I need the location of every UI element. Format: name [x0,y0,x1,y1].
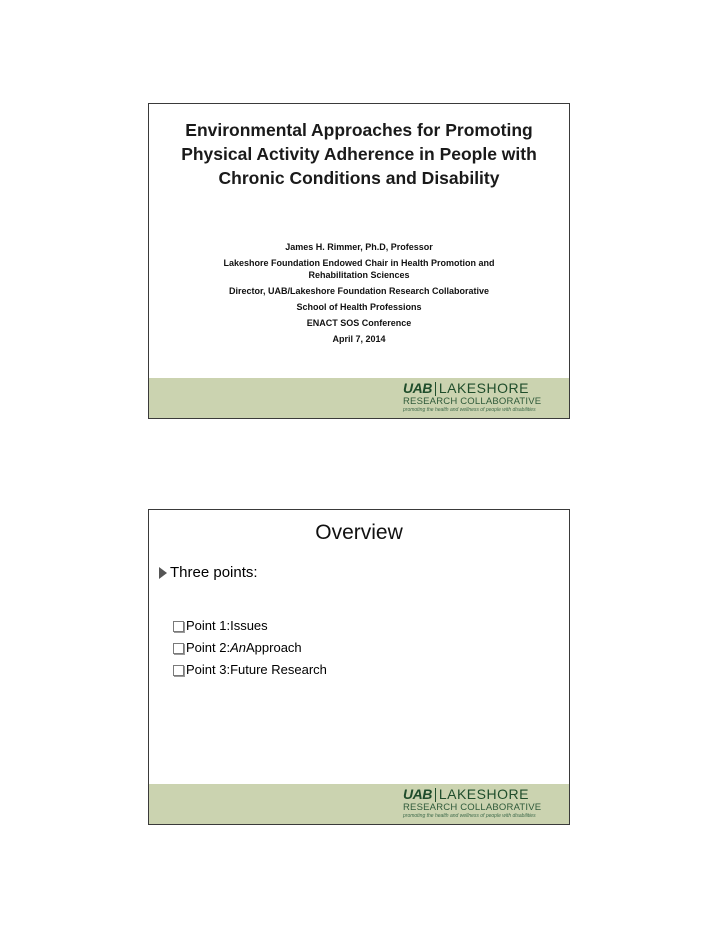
director-line: Director, UAB/Lakeshore Foundation Research Collaborative [228,286,490,296]
checkbox-bullet-icon [173,665,184,676]
point-3-prefix: Point 3: [186,662,231,677]
point-2-prefix: Point 2: [186,640,231,655]
slide-1-title: Environmental Approaches for Promoting Physical Activity Adherence in People with Chronic Conditions and Disability [181,120,537,188]
logo-research: RESEARCH COLLABORATIVE [403,802,542,813]
author-name: James H. Rimmer, Ph.D, Professor [285,242,433,252]
main-bullet-text: Three points: [170,564,258,581]
chair-line-2: Rehabilitation Sciences [308,270,410,280]
slide-2-title: Overview [315,521,403,544]
logo-lakeshore: LAKESHORE [438,786,529,802]
point-2-emph: An [230,640,246,655]
slide-1-footer-band [149,378,569,418]
sub-point-3 [173,659,327,681]
checkbox-bullet-icon [173,643,184,654]
logo-divider [435,788,436,802]
sub-point-2 [173,637,327,659]
chair-line-1: Lakeshore Foundation Endowed Chair in Health Promotion and [223,258,495,268]
logo-tagline: promoting the health and wellness of people with disabilities [403,813,536,819]
point-1-text: Issues [230,618,268,633]
uab-lakeshore-logo [401,380,565,416]
logo-research: RESEARCH COLLABORATIVE [403,396,542,407]
author-block [149,241,569,349]
logo-divider [435,382,436,396]
date-line: April 7, 2014 [332,334,386,344]
logo-lakeshore: LAKESHORE [438,380,529,396]
point-3-text: Future Research [230,662,327,677]
logo-uab: UAB [403,380,432,396]
point-2-text: Approach [246,640,302,655]
school-line: School of Health Professions [296,302,422,312]
uab-lakeshore-logo [401,786,565,822]
conference-line: ENACT SOS Conference [306,318,412,328]
sub-points-list [173,615,327,681]
checkbox-bullet-icon [173,621,184,632]
sub-point-1 [173,615,327,637]
point-1-prefix: Point 1: [186,618,231,633]
slide-2-footer-band [149,784,569,824]
slide-1 [148,103,570,419]
arrow-bullet-icon [159,567,167,579]
logo-tagline: promoting the health and wellness of people with disabilities [403,407,536,413]
logo-uab: UAB [403,786,432,802]
main-bullet [159,564,258,582]
slide-2 [148,509,570,825]
